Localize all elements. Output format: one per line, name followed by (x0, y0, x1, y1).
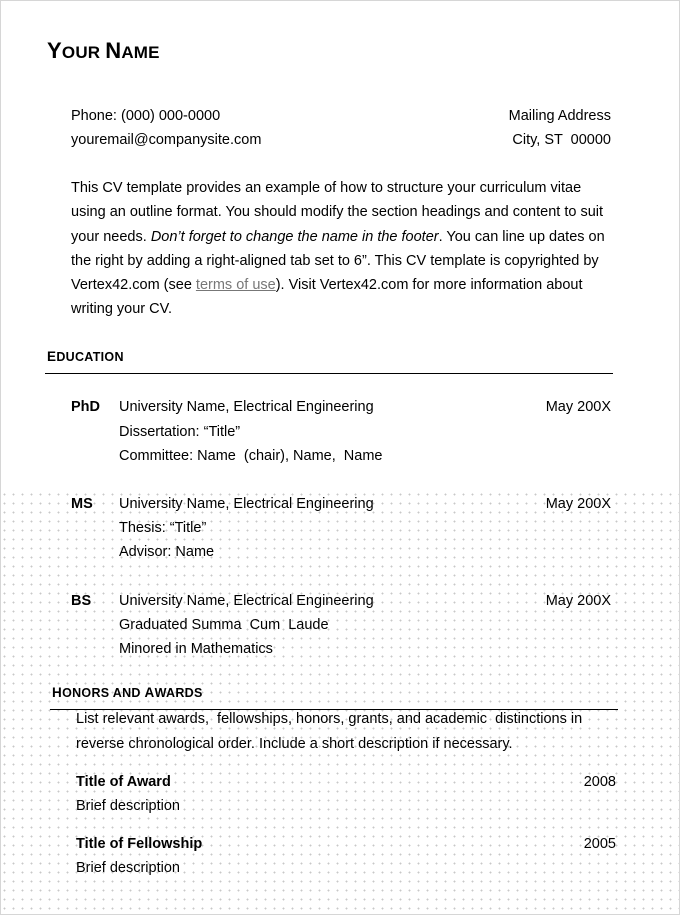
intro-paragraph (71, 176, 616, 322)
intro-text-2: . You can line up dates on the right by adding a right-aligned tab set to 6”. This CV template is copyrighted by Vertex42.com (see (71, 228, 605, 294)
entry-date: May 200X (545, 593, 611, 609)
phone-text: Phone: (000) 000-0000 (71, 108, 221, 124)
entry-line-2: Thesis: “Title” (119, 520, 207, 536)
honor-year: 2005 (583, 836, 616, 852)
city-state-text: City, ST 00000 (512, 132, 611, 148)
cv-name (47, 38, 160, 64)
email-text[interactable]: youremail@companysite.com (71, 132, 262, 148)
entry-line-1: University Name, Electrical Engineering (119, 399, 374, 415)
entry-line-3: Minored in Mathematics (119, 641, 273, 657)
intro-text-3: ). Visit Vertex42.com for more information about writing your CV. (71, 277, 583, 318)
terms-of-use-link[interactable]: terms of use (195, 277, 276, 294)
education-rule (45, 373, 613, 374)
entry-line-1: University Name, Electrical Engineering (119, 496, 374, 512)
entry-date: May 200X (545, 496, 611, 512)
entry-line-3: Committee: Name (chair), Name, Name (119, 448, 383, 464)
intro-text-1: This CV template provides an example of how to structure your curriculum vitae using an outline format. You should modify the section headings and content to suit your needs. (71, 180, 604, 245)
honors-description: List relevant awards, fellowships, honors, grants, and academic distinctions in reverse chronological order. Include a short description if necessary. (76, 711, 587, 752)
entry-date: May 200X (545, 399, 611, 415)
entry-line-2: Graduated Summa Cum Laude (119, 617, 329, 633)
honors-heading: HONORS AND AWARDS (52, 685, 203, 700)
cv-name-text: YOUR NAME (47, 38, 160, 63)
education-heading: EDUCATION (47, 349, 124, 364)
degree-label: BS (71, 593, 92, 609)
intro-italic: Don’t forget to change the name in the footer (150, 228, 439, 245)
honor-description: Brief description (76, 860, 180, 876)
mailing-address-text: Mailing Address (508, 108, 611, 124)
degree-label: MS (71, 496, 93, 512)
honor-title: Title of Fellowship (76, 836, 203, 852)
degree-label: PhD (71, 399, 100, 415)
honor-year: 2008 (583, 774, 616, 790)
honor-title: Title of Award (76, 774, 171, 790)
entry-line-1: University Name, Electrical Engineering (119, 593, 374, 609)
entry-line-2: Dissertation: “Title” (119, 424, 241, 440)
honor-description: Brief description (76, 798, 180, 814)
entry-line-3: Advisor: Name (119, 544, 215, 560)
